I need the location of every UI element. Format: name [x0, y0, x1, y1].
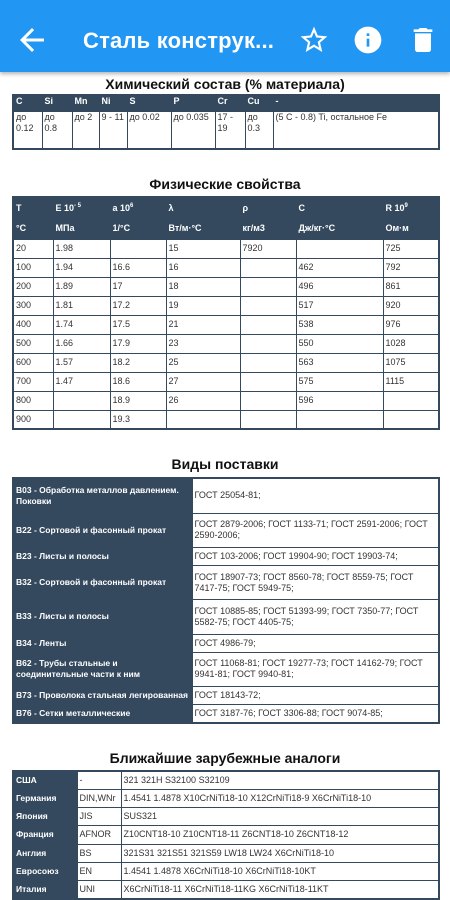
- analog-country: Англия: [13, 844, 77, 862]
- phys-value-cell: 16.6: [110, 258, 166, 277]
- phys-value-cell: 300: [13, 296, 53, 315]
- phys-value-cell: 1.47: [53, 372, 110, 391]
- phys-value-cell: [240, 410, 296, 429]
- supply-type-label: В03 - Обработка металлов давлением. Поковки: [13, 478, 192, 513]
- chem-value-cell: до 0.3: [245, 111, 273, 149]
- phys-value-cell: 18: [166, 277, 240, 296]
- phys-header-label: a 10: [112, 203, 131, 214]
- arrow-back-icon: [14, 22, 50, 58]
- phys-value-cell: 517: [296, 296, 383, 315]
- phys-value-cell: 600: [13, 353, 53, 372]
- phys-value-cell: 18.2: [110, 353, 166, 372]
- table-row: [13, 862, 439, 880]
- phys-value-cell: 19: [166, 296, 240, 315]
- phys-value-cell: [240, 258, 296, 277]
- phys-value-cell: [240, 296, 296, 315]
- table-row: [13, 634, 439, 652]
- analogs-heading: Ближайшие зарубежные аналоги: [109, 750, 341, 766]
- table-row: [13, 277, 439, 296]
- phys-value-cell: 1075: [383, 353, 439, 372]
- supply-type-label: В32 - Сортовой и фасонный прокат: [13, 565, 192, 599]
- table-row: [13, 391, 439, 410]
- phys-table: [12, 196, 440, 430]
- analog-standard: -: [77, 771, 121, 790]
- phys-value-cell: [383, 391, 439, 410]
- supply-type-label: В23 - Листы и полосы: [13, 547, 192, 565]
- table-row: [13, 771, 439, 790]
- supply-standards: ГОСТ 103-2006; ГОСТ 19904-90; ГОСТ 19903-74;: [192, 547, 439, 565]
- chem-header-cell: S: [127, 95, 171, 111]
- favorite-button[interactable]: [298, 24, 330, 56]
- phys-value-cell: 575: [296, 372, 383, 391]
- phys-value-cell: 861: [383, 277, 439, 296]
- phys-header-cell: [383, 197, 439, 218]
- analog-grades: 321 321H S32100 S32109: [121, 771, 439, 790]
- chem-value-cell: 9 - 11: [99, 111, 127, 149]
- phys-value-cell: [296, 239, 383, 258]
- phys-value-cell: 1.98: [53, 239, 110, 258]
- table-row: [13, 410, 439, 429]
- chem-value-row: [13, 111, 439, 149]
- chem-value-cell: до 0.8: [42, 111, 72, 149]
- phys-units-row: [13, 218, 439, 239]
- phys-value-cell: 16: [166, 258, 240, 277]
- phys-header-cell: [296, 197, 383, 218]
- table-row: [13, 880, 439, 899]
- info-icon: [352, 24, 384, 56]
- phys-value-cell: 563: [296, 353, 383, 372]
- chem-header-cell: -: [273, 95, 439, 111]
- analog-standard: BS: [77, 844, 121, 862]
- phys-value-cell: 1.74: [53, 315, 110, 334]
- phys-value-cell: 17.2: [110, 296, 166, 315]
- app-bar: [0, 0, 450, 72]
- delete-button[interactable]: [407, 24, 439, 56]
- analog-grades: 1.4541 1.4878 X6CrNiTi18-10 X6CrNiTi18-10KT: [121, 862, 439, 880]
- supply-standards: ГОСТ 11068-81; ГОСТ 19277-73; ГОСТ 14162-79; ГОСТ 9941-81; ГОСТ 9940-81;: [192, 652, 439, 686]
- supply-type-label: В62 - Трубы стальные и соединительные части к ним: [13, 652, 192, 686]
- phys-value-cell: [296, 410, 383, 429]
- phys-value-cell: 550: [296, 334, 383, 353]
- chem-header-cell: C: [13, 95, 42, 111]
- phys-header-label: T: [16, 203, 22, 214]
- phys-header-label: R 10: [385, 203, 405, 214]
- phys-value-cell: 26: [166, 391, 240, 410]
- phys-unit-cell: Вт/м·°С: [166, 218, 240, 239]
- table-row: [13, 353, 439, 372]
- chem-header-cell: P: [171, 95, 215, 111]
- table-row: [13, 790, 439, 808]
- phys-value-cell: 976: [383, 315, 439, 334]
- phys-value-cell: 462: [296, 258, 383, 277]
- chem-value-cell: до 0.02: [127, 111, 171, 149]
- phys-unit-cell: Дж/кг·°С: [296, 218, 383, 239]
- phys-header-label: λ: [168, 203, 174, 214]
- phys-value-cell: [53, 410, 110, 429]
- table-row: [13, 652, 439, 686]
- analog-country: Евросоюз: [13, 862, 77, 880]
- page-title: Сталь конструк...: [83, 28, 275, 53]
- phys-value-cell: 538: [296, 315, 383, 334]
- phys-unit-cell: кг/м3: [240, 218, 296, 239]
- phys-header-exponent: - 5: [74, 203, 82, 210]
- analog-grades: 321S31 321S51 321S59 LW18 LW24 X6CrNiTi18-10: [121, 844, 439, 862]
- chem-value-cell: (5 C - 0.8) Ti, остальное Fe: [273, 111, 439, 149]
- phys-value-cell: 23: [166, 334, 240, 353]
- phys-value-cell: [240, 315, 296, 334]
- supply-standards: ГОСТ 4986-79;: [192, 634, 439, 652]
- phys-unit-cell: Ом·м: [383, 218, 439, 239]
- phys-header-label: ρ: [242, 203, 249, 214]
- phys-value-cell: 17.5: [110, 315, 166, 334]
- trash-icon: [407, 24, 439, 56]
- table-row: [13, 704, 439, 723]
- supply-type-label: В76 - Сетки металлические: [13, 704, 192, 723]
- phys-unit-cell: °C: [13, 218, 53, 239]
- phys-value-cell: [240, 334, 296, 353]
- phys-value-cell: 1.89: [53, 277, 110, 296]
- phys-value-cell: 18.6: [110, 372, 166, 391]
- phys-value-cell: 496: [296, 277, 383, 296]
- phys-header-label: C: [298, 203, 305, 214]
- phys-unit-cell: МПа: [53, 218, 110, 239]
- phys-header-cell: [13, 197, 53, 218]
- back-button[interactable]: [14, 22, 50, 58]
- supply-type-label: В34 - Ленты: [13, 634, 192, 652]
- analog-standard: JIS: [77, 808, 121, 826]
- phys-value-cell: 17.9: [110, 334, 166, 353]
- phys-value-cell: 596: [296, 391, 383, 410]
- phys-value-cell: 900: [13, 410, 53, 429]
- analog-standard: UNI: [77, 880, 121, 899]
- phys-value-cell: 21: [166, 315, 240, 334]
- phys-value-cell: 1028: [383, 334, 439, 353]
- table-row: [13, 547, 439, 565]
- phys-value-cell: 27: [166, 372, 240, 391]
- supply-heading: Виды поставки: [171, 456, 279, 472]
- supply-type-label: В73 - Проволока стальная легированная: [13, 686, 192, 704]
- supply-standards: ГОСТ 25054-81;: [192, 478, 439, 513]
- chem-value-cell: 17 - 19: [215, 111, 245, 149]
- analog-standard: DIN,WNr: [77, 790, 121, 808]
- phys-value-cell: 920: [383, 296, 439, 315]
- chem-heading: Химический состав (% материала): [105, 76, 345, 92]
- table-row: [13, 844, 439, 862]
- phys-header-row: [13, 197, 439, 218]
- analog-grades: X6CrNiTi18-11 X6CrNiTi18-11KG X6CrNiTi18-11KT: [121, 880, 439, 899]
- table-row: [13, 334, 439, 353]
- phys-value-cell: 1115: [383, 372, 439, 391]
- phys-value-cell: 100: [13, 258, 53, 277]
- phys-unit-cell: 1/°С: [110, 218, 166, 239]
- chem-table: [12, 94, 440, 150]
- analog-grades: SUS321: [121, 808, 439, 826]
- phys-value-cell: 725: [383, 239, 439, 258]
- phys-header-cell: [110, 197, 166, 218]
- analog-grades: 1.4541 1.4878 X10CrNiTi18-10 X12CrNiTi18-9 X6CrNiTi18-10: [121, 790, 439, 808]
- phys-header-cell: [166, 197, 240, 218]
- phys-value-cell: 400: [13, 315, 53, 334]
- supply-type-label: В33 - Листы и полосы: [13, 600, 192, 634]
- chem-header-cell: Cu: [245, 95, 273, 111]
- chem-header-row: [13, 95, 439, 111]
- chem-value-cell: до 2: [72, 111, 99, 149]
- table-row: [13, 258, 439, 277]
- table-row: [13, 239, 439, 258]
- phys-value-cell: [53, 391, 110, 410]
- phys-value-cell: 18.9: [110, 391, 166, 410]
- phys-value-cell: 1.57: [53, 353, 110, 372]
- chem-value-cell: до 0.035: [171, 111, 215, 149]
- phys-value-cell: 25: [166, 353, 240, 372]
- phys-value-cell: 792: [383, 258, 439, 277]
- phys-value-cell: [240, 277, 296, 296]
- analog-grades: Z10CNT18-10 Z10CNT18-11 Z6CNT18-10 Z6CNT18-12: [121, 826, 439, 844]
- chem-header-cell: Mn: [72, 95, 99, 111]
- supply-standards: ГОСТ 10885-85; ГОСТ 51393-99; ГОСТ 7350-77; ГОСТ 5582-75; ГОСТ 4405-75;: [192, 600, 439, 634]
- phys-value-cell: 7920: [240, 239, 296, 258]
- phys-header-cell: [240, 197, 296, 218]
- table-row: [13, 600, 439, 634]
- table-row: [13, 565, 439, 599]
- chem-value-cell: до 0.12: [13, 111, 42, 149]
- table-row: [13, 808, 439, 826]
- phys-value-cell: 19.3: [110, 410, 166, 429]
- phys-value-cell: 15: [166, 239, 240, 258]
- phys-value-cell: 700: [13, 372, 53, 391]
- content-area[interactable]: [0, 72, 450, 900]
- phys-value-cell: 1.66: [53, 334, 110, 353]
- analog-country: Япония: [13, 808, 77, 826]
- chem-header-cell: Si: [42, 95, 72, 111]
- table-row: [13, 826, 439, 844]
- phys-value-cell: 1.81: [53, 296, 110, 315]
- table-row: [13, 513, 439, 547]
- analog-standard: AFNOR: [77, 826, 121, 844]
- phys-value-cell: 200: [13, 277, 53, 296]
- supply-type-label: В22 - Сортовой и фасонный прокат: [13, 513, 192, 547]
- phys-value-cell: [240, 391, 296, 410]
- star-outline-icon: [298, 24, 330, 56]
- phys-heading: Физические свойства: [149, 176, 301, 192]
- chem-header-cell: Ni: [99, 95, 127, 111]
- analog-country: Германия: [13, 790, 77, 808]
- info-button[interactable]: [352, 24, 384, 56]
- table-row: [13, 372, 439, 391]
- table-row: [13, 686, 439, 704]
- table-row: [13, 315, 439, 334]
- analog-standard: EN: [77, 862, 121, 880]
- supply-table: [12, 477, 440, 724]
- analog-country: Италия: [13, 880, 77, 899]
- phys-header-label: E 10: [55, 203, 75, 214]
- supply-standards: ГОСТ 2879-2006; ГОСТ 1133-71; ГОСТ 2591-2006; ГОСТ 2590-2006;: [192, 513, 439, 547]
- phys-value-cell: [240, 353, 296, 372]
- phys-value-cell: 500: [13, 334, 53, 353]
- table-row: [13, 296, 439, 315]
- table-row: [13, 478, 439, 513]
- phys-value-cell: 800: [13, 391, 53, 410]
- supply-standards: ГОСТ 18143-72;: [192, 686, 439, 704]
- phys-header-exponent: 6: [130, 203, 134, 210]
- phys-value-cell: [240, 372, 296, 391]
- analogs-table: [12, 770, 440, 900]
- supply-standards: ГОСТ 18907-73; ГОСТ 8560-78; ГОСТ 8559-75; ГОСТ 7417-75; ГОСТ 5949-75;: [192, 565, 439, 599]
- analog-country: Франция: [13, 826, 77, 844]
- phys-header-exponent: 9: [404, 203, 408, 210]
- phys-header-cell: [53, 197, 110, 218]
- phys-value-cell: [110, 239, 166, 258]
- analog-country: США: [13, 771, 77, 790]
- chem-header-cell: Cr: [215, 95, 245, 111]
- phys-value-cell: 17: [110, 277, 166, 296]
- phys-value-cell: [166, 410, 240, 429]
- phys-value-cell: 1.94: [53, 258, 110, 277]
- phys-value-cell: [383, 410, 439, 429]
- supply-standards: ГОСТ 3187-76; ГОСТ 3306-88; ГОСТ 9074-85;: [192, 704, 439, 723]
- phys-value-cell: 20: [13, 239, 53, 258]
